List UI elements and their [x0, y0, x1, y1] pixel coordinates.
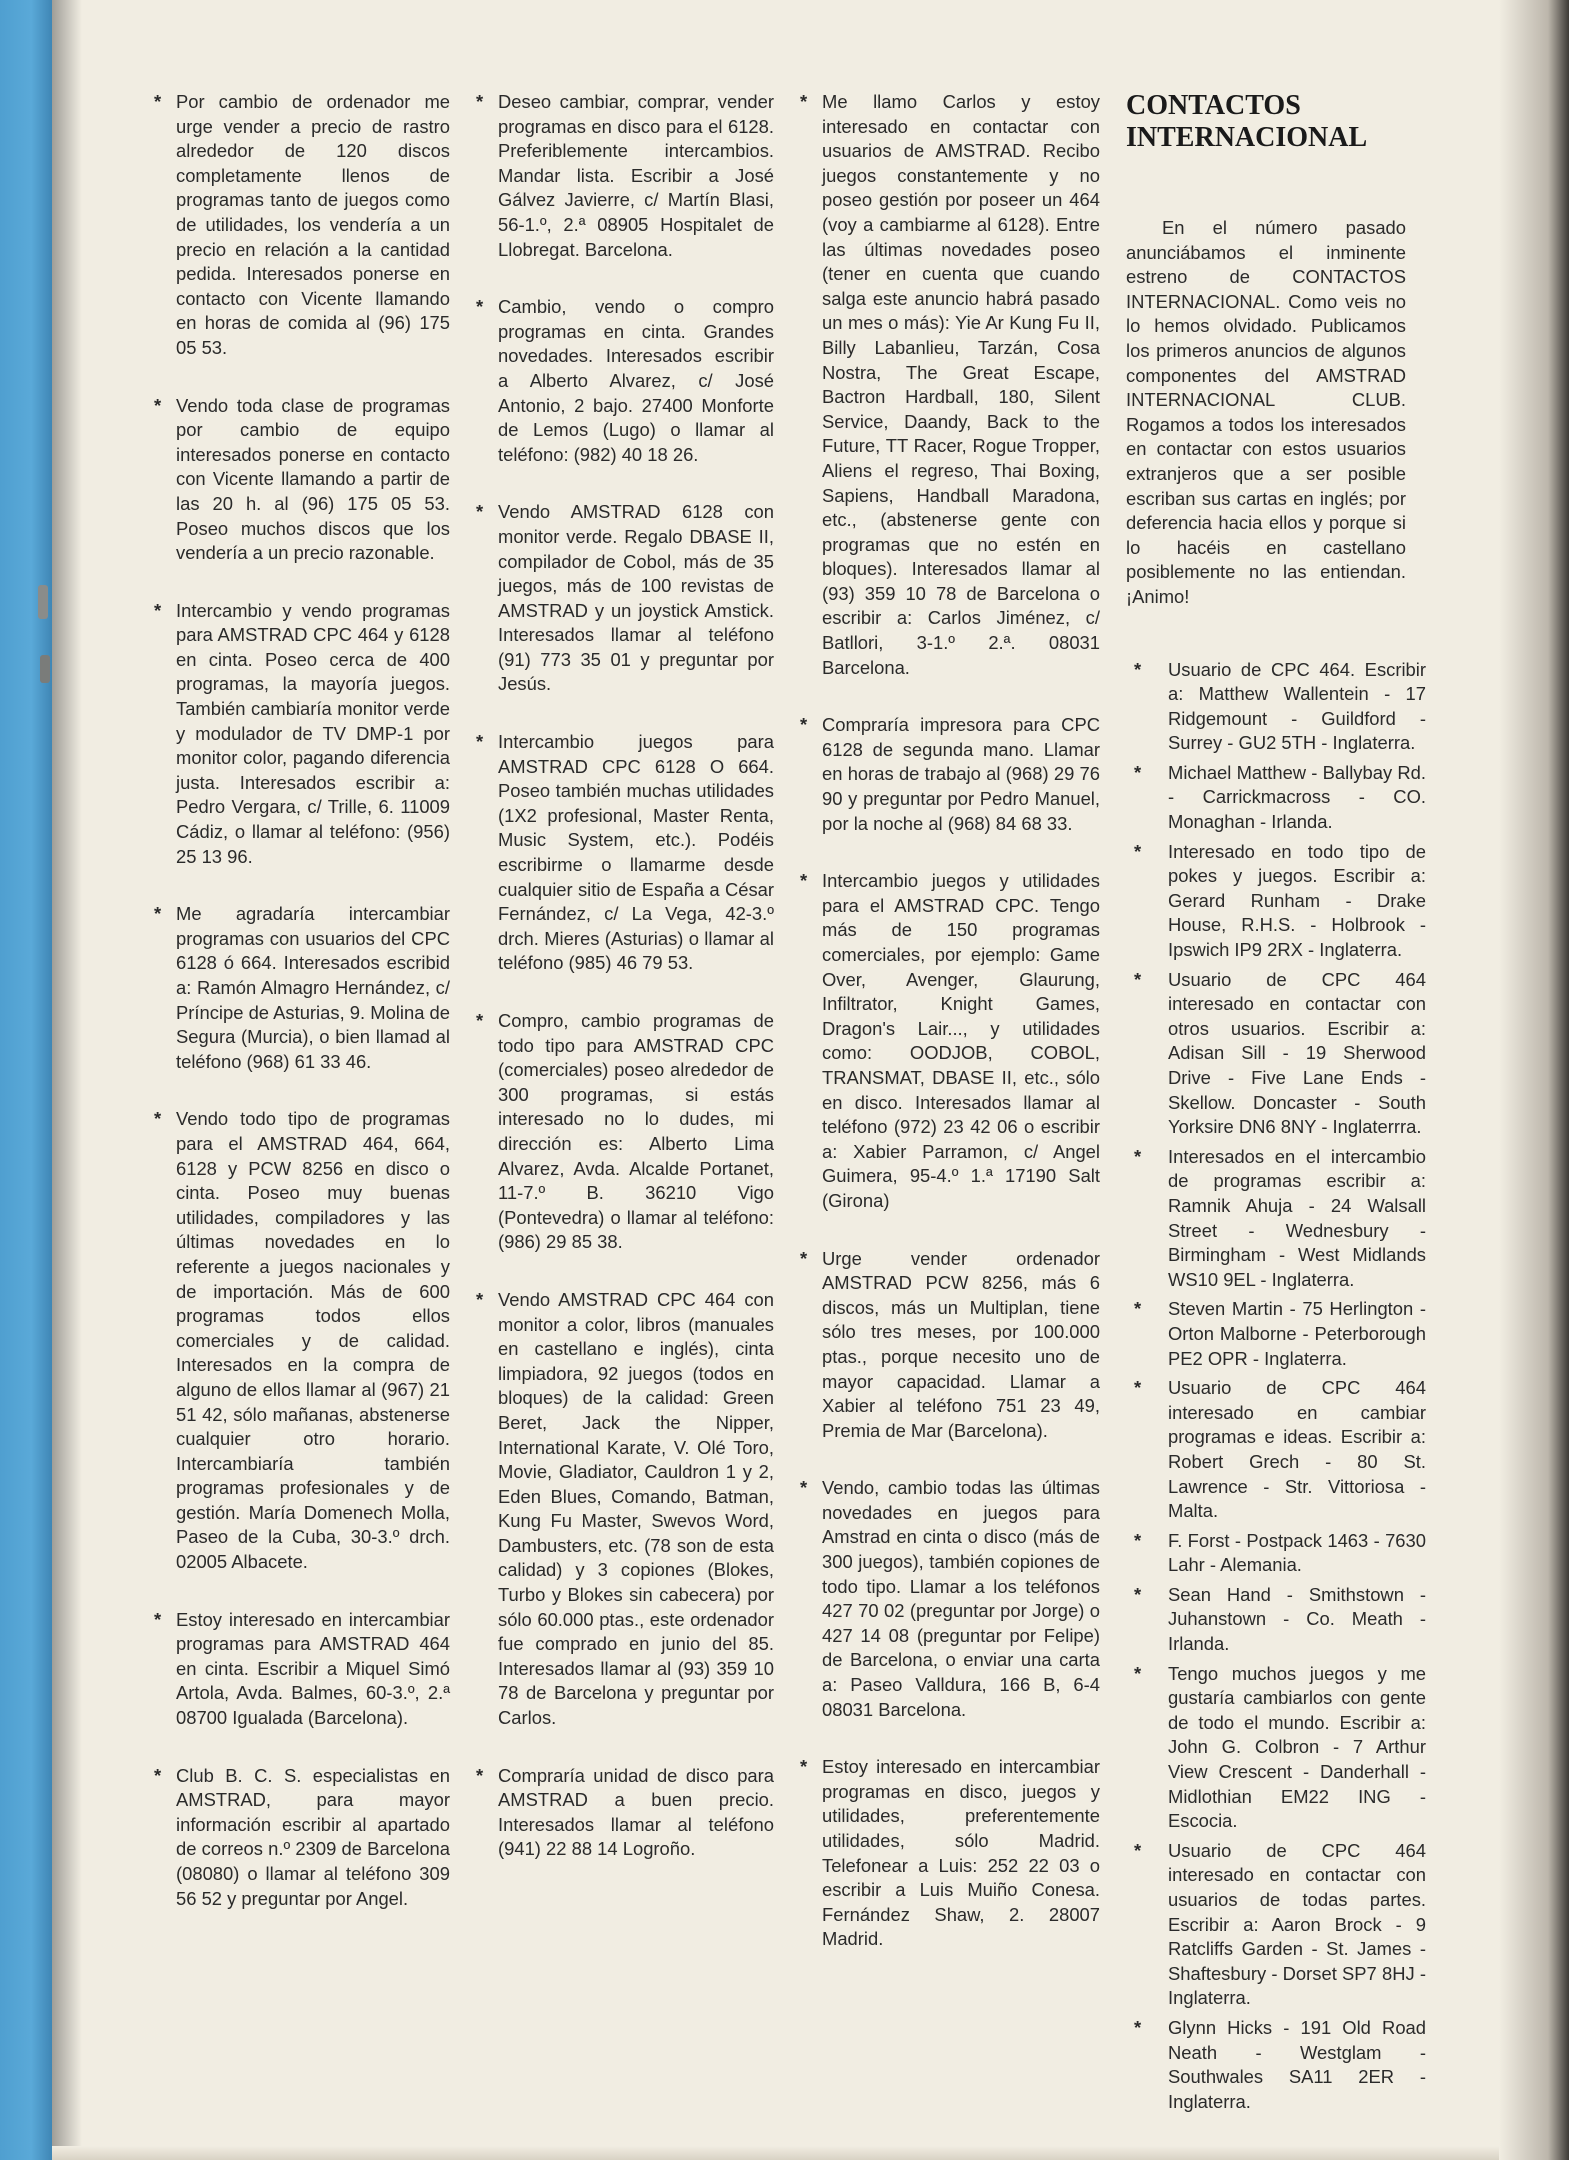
bullet-icon: *: [1134, 761, 1142, 783]
bullet-icon: *: [154, 394, 162, 416]
bullet-icon: *: [1134, 1145, 1142, 1167]
international-contact: * Usuario de CPC 464 interesado en contactar con usuarios de todas partes. Escribir a: Aaron Brock - 9 Ratcliffs Garden - St. James - Shaftesbury - Dorset SP7 8HJ - Inglaterra.: [1134, 1839, 1426, 2009]
bullet-icon: *: [800, 1756, 808, 1778]
classified-ad: * Deseo cambiar, comprar, vender programas en disco para el 6128. Preferiblemente intercambios. Mandar lista. Escribir a José Gálvez Javierre, c/ Martín Blasi, 56-1.º, 2.ª 08905 Hospitalet de Llobregat. Barcelona.: [476, 91, 774, 260]
bullet-icon: *: [1134, 1583, 1142, 1605]
ads-column-2: [472, 90, 774, 1895]
classified-ad: * Intercambio y vendo programas para AMSTRAD CPC 464 y 6128 en cinta. Poseo cerca de 400 programas, la mayoría juegos. También cambiaría monitor verde y modulador de TV DMP-1 por monitor color, pagando diferencia justa. Interesados escribir a: Pedro Vergara, c/ Trille, 6. 11009 Cádiz, o llamar al teléfono: (956) 25 13 96.: [154, 599, 450, 867]
international-contact: * Usuario de CPC 464 interesado en cambiar programas e ideas. Escribir a: Robert Grech - 80 St. Lawrence - Str. Vittoriosa - Malta.: [1134, 1377, 1426, 1522]
classified-ad: * Compraría unidad de disco para AMSTRAD a buen precio. Interesados llamar al teléfono (941) 22 88 14 Logroño.: [476, 1764, 774, 1860]
international-contact: * Tengo muchos juegos y me gustaría cambiarlos con gente de todo el mundo. Escribir a: John G. Colbron - 7 Arthur View Crescent - Danderhall - Midlothian EM22 ING - Escocia.: [1134, 1662, 1426, 1832]
binding-shadow: [52, 0, 82, 2160]
bullet-icon: *: [800, 1477, 808, 1499]
international-contact: * Usuario de CPC 464. Escribir a: Matthew Wallentein - 17 Ridgemount - Guildford - Surrey - GU2 5TH - Inglaterra.: [1134, 658, 1426, 754]
classified-ad: * Por cambio de ordenador me urge vender a precio de rastro alrededor de 120 discos completamente llenos de programas tanto de juegos como de utilidades, los vendería a un precio en relación a la cantidad pedida. Interesados ponerse en contacto con Vicente llamando en horas de comida al (96) 175 05 53.: [154, 91, 450, 358]
classified-ad: * Urge vender ordenador AMSTRAD PCW 8256, más 6 discos, más un Multiplan, tiene sólo tres meses, por 100.000 ptas., porque necesito uno de mayor capacidad. Llamar a Xabier al teléfono 751 23 49, Premia de Mar (Barcelona).: [800, 1247, 1100, 1441]
bullet-icon: *: [1134, 2016, 1142, 2038]
bullet-icon: *: [800, 870, 808, 892]
classified-ad: * Intercambio juegos y utilidades para el AMSTRAD CPC. Tengo más de 150 programas comerciales, por ejemplo: Game Over, Avenger, Glaurung, Infiltrator, Knight Games, Dragon's Lair..., y utilidades como: OODJOB, COBOL, TRANSMAT, DBASE II, etc., sólo en disco. Interesados llamar al teléfono (972) 23 42 06 o escribir a: Xabier Parramon, c/ Angel Guimera, 95-4.º 1.ª 17190 Salt (Girona): [800, 870, 1100, 1211]
bullet-icon: *: [154, 599, 162, 621]
bullet-icon: *: [800, 1247, 808, 1269]
bullet-icon: *: [1134, 1662, 1142, 1684]
bullet-icon: *: [1134, 1529, 1142, 1551]
bullet-icon: *: [476, 296, 484, 318]
bullet-icon: *: [1134, 1377, 1142, 1399]
classified-ad: * Estoy interesado en intercambiar programas en disco, juegos y utilidades, preferentemente utilidades, sólo Madrid. Telefonear a Luis: 252 22 03 o escribir a Luis Muiño Conesa. Fernández Shaw, 2. 28007 Madrid.: [800, 1756, 1100, 1950]
classified-ad: * Vendo toda clase de programas por cambio de equipo interesados ponerse en contacto con Vicente llamando a partir de las 20 h. al (96) 175 05 53. Poseo muchos discos que los vendería a un precio razonable.: [154, 394, 450, 564]
classified-ad: * Vendo, cambio todas las últimas novedades en juegos para Amstrad en cinta o disco (más de 300 juegos), también copiones de todo tipo. Llamar a los teléfonos 427 70 02 (preguntar por Jorge) o 427 14 08 (preguntar por Felipe) de Barcelona, o enviar una carta a: Paseo Valldura, 166 B, 6-4 08031 Barcelona.: [800, 1477, 1100, 1720]
bullet-icon: *: [154, 91, 162, 112]
bullet-icon: *: [800, 714, 808, 736]
international-contact: * Interesados en el intercambio de programas escribir a: Ramnik Ahuja - 24 Walsall Street - Wednesbury - Birmingham - West Midlands WS10 9EL - Inglaterra.: [1134, 1145, 1426, 1290]
classified-ad: * Vendo todo tipo de programas para el AMSTRAD 464, 664, 6128 y PCW 8256 en disco o cinta. Poseo muy buenas utilidades, compiladores y las últimas novedades en lo referente a juegos nacionales y de importación. Más de 600 programas todos ellos comerciales y de calidad. Interesados en la compra de alguno de ellos llamar al (967) 21 51 42, sólo mañanas, abstenerse cualquier otro horario. Intercambiaría también programas profesionales y de gestión. María Domenech Molla, Paseo de la Cuba, 30-3.º drch. 02005 Albacete.: [154, 1108, 450, 1573]
bullet-icon: *: [154, 903, 162, 925]
international-contact: * Michael Matthew - Ballybay Rd. - Carrickmacross - CO. Monaghan - Irlanda.: [1134, 761, 1426, 833]
bullet-icon: *: [154, 1764, 162, 1786]
bullet-icon: *: [154, 1608, 162, 1630]
staple-bottom: [40, 655, 50, 683]
bullet-icon: *: [1134, 1298, 1142, 1320]
classified-ad: * Me llamo Carlos y estoy interesado en contactar con usuarios de AMSTRAD. Recibo juegos constantemente y no poseo gestión por poseer un 464 (voy a cambiarme al 6128). Entre las últimas novedades poseo (tener en cuenta que cuando salga este anuncio habrá pasado un mes o más): Yie Ar Kung Fu II, Billy Labanlieu, Tarzán, Cosa Nostra, The Great Escape, Bactron Hardball, 180, Silent Service, Daandy, Back to the Future, TT Racer, Rogue Tropper, Aliens el regreso, Thai Boxing, Sapiens, Handball Maradona, etc., (abstenerse gente con programas que no estén en bloques). Interesados llamar al (93) 359 10 78 de Barcelona o escribir a: Carlos Jiménez, c/ Batllori, 3-1.º 2.ª. 08031 Barcelona.: [800, 91, 1100, 678]
classified-ad: * Compro, cambio programas de todo tipo para AMSTRAD CPC (comerciales) poseo alrededor de 300 programas, si estás interesado no lo dudes, mi dirección es: Alberto Lima Alvarez, Avda. Alcalde Portanet, 11-7.º B. 36210 Vigo (Pontevedra) o llamar al teléfono: (986) 29 85 38.: [476, 1010, 774, 1253]
bullet-icon: *: [476, 1010, 484, 1031]
international-contact: * Sean Hand - Smithstown - Juhanstown - Co. Meath - Irlanda.: [1134, 1583, 1426, 1655]
international-contact: * Interesado en todo tipo de pokes y juegos. Escribir a: Gerard Runham - Drake House, R.H.S. - Holbrook - Ipswich IP9 2RX - Inglaterra.: [1134, 840, 1426, 961]
staple-top: [38, 585, 48, 619]
blue-spine-edge: [0, 0, 52, 2160]
classified-ad: * Vendo AMSTRAD CPC 464 con monitor a color, libros (manuales en castellano e inglés), cinta limpiadora, 92 juegos (todos en bloques) de la calidad: Green Beret, Jack the Nipper, International Karate, V. Olé Toro, Movie, Gladiator, Cauldron 1 y 2, Eden Blues, Comando, Batman, Kung Fu Master, Swevos Word, Dambusters, etc. (78 son de esta calidad) y 3 copiones (Blokes, Turbo y Blokes sin cabecera) por sólo 60.000 ptas., este ordenador fue comprado en junio del 85. Interesados llamar al (93) 359 10 78 de Barcelona y preguntar por Carlos.: [476, 1288, 774, 1729]
classified-ad: * Cambio, vendo o compro programas en cinta. Grandes novedades. Interesados escribir a Alberto Alvarez, c/ José Antonio, 2 bajo. 27400 Monforte de Lemos (Lugo) o llamar al teléfono: (982) 40 18 26.: [476, 296, 774, 465]
classified-ad: * Compraría impresora para CPC 6128 de segunda mano. Llamar en horas de trabajo al (968) 29 76 90 y preguntar por Pedro Manuel, por la noche al (968) 84 68 33.: [800, 714, 1100, 834]
bullet-icon: *: [154, 1108, 162, 1130]
classified-ad: * Intercambio juegos para AMSTRAD CPC 6128 O 664. Poseo también muchas utilidades (1X2 profesional, Master Renta, Music System, etc.). Podéis escribirme o llamarme desde cualquier sitio de España a César Fernández, c/ La Vega, 42-3.º drch. Mieres (Asturias) o llamar al teléfono (985) 46 79 53.: [476, 731, 774, 974]
page-bottom-edge: [52, 2146, 1499, 2160]
bullet-icon: *: [476, 731, 484, 753]
classified-ad: * Vendo AMSTRAD 6128 con monitor verde. Regalo DBASE II, compilador de Cobol, más de 35 juegos, más de 100 revistas de AMSTRAD y un joystick Amstick. Interesados llamar al teléfono (91) 773 35 01 y preguntar por Jesús.: [476, 501, 774, 695]
classified-ad: * Estoy interesado en intercambiar programas para AMSTRAD 464 en cinta. Escribir a Miquel Simó Artola, Avda. Balmes, 60-3.º, 2.ª 08700 Igualada (Barcelona).: [154, 1608, 450, 1729]
bullet-icon: *: [476, 501, 484, 523]
classified-ad: * Me agradaría intercambiar programas con usuarios del CPC 6128 ó 664. Interesados escribid a: Ramón Almagro Hernández, c/ Príncipe de Asturias, 9. Molina de Segura (Murcia), o bien llamad al teléfono (968) 61 33 46.: [154, 903, 450, 1072]
bullet-icon: *: [476, 1764, 484, 1786]
contactos-internacional-column: [1126, 90, 1426, 2119]
bullet-icon: *: [1134, 1839, 1142, 1861]
bullet-icon: *: [476, 1288, 484, 1310]
international-contact: * Glynn Hicks - 191 Old Road Neath - Westglam - Southwales SA11 2ER - Inglaterra.: [1134, 2016, 1426, 2112]
international-contact: * F. Forst - Postpack 1463 - 7630 Lahr - Alemania.: [1134, 1529, 1426, 1576]
ads-column-1: [150, 90, 450, 1944]
bullet-icon: *: [1134, 658, 1142, 680]
ads-column-3: [796, 90, 1100, 1985]
bullet-icon: *: [1134, 840, 1142, 862]
bullet-icon: *: [476, 91, 484, 112]
international-contact: * Usuario de CPC 464 interesado en contactar con otros usuarios. Escribir a: Adisan Sill - 19 Sherwood Drive - Five Lane Ends - Skellow. Doncaster - South Yorksire DN6 8NY - Inglaterrra.: [1134, 968, 1426, 1138]
international-contact: * Steven Martin - 75 Herlington - Orton Malborne - Peterborough PE2 OPR - Inglaterra.: [1134, 1298, 1426, 1369]
page-right-shadow: [1499, 0, 1569, 2160]
classified-ad: * Club B. C. S. especialistas en AMSTRAD, para mayor información escribir al apartado de correos n.º 2309 de Barcelona (08080) o llamar al teléfono 309 56 52 y preguntar por Angel.: [154, 1764, 450, 1909]
section-intro: En el número pasado anunciábamos el inminente estreno de CONTACTOS INTERNACIONAL. Como veis no lo hemos olvidado. Publicamos los primeros anuncios de algunos componentes del AMSTRAD INTERNACIONAL CLUB. Rogamos a todos los interesados en contactar con estos usuarios extranjeros que a ser posible escriban sus cartas en inglés; por deferencia hacia ellos y porque si lo hacéis en castellano posiblemente no las entiendan. ¡Animo!: [1126, 217, 1406, 607]
bullet-icon: *: [1134, 968, 1142, 990]
section-heading: CONTACTOS INTERNACIONAL: [1126, 90, 1368, 153]
bullet-icon: *: [800, 91, 808, 112]
